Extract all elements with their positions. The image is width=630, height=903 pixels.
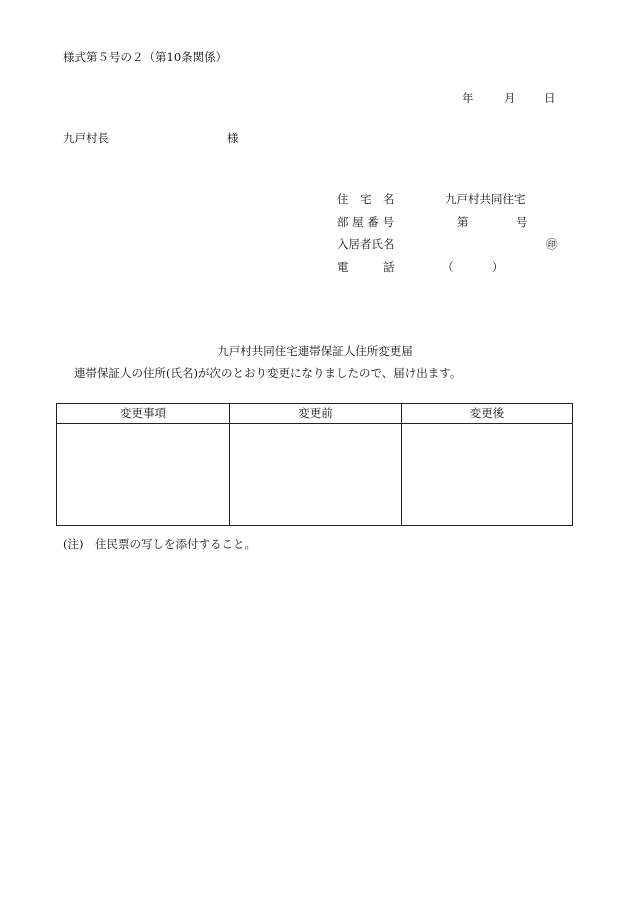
form-id: 様式第５号の２（第10条関係） xyxy=(63,50,228,64)
date-year: 年 xyxy=(462,91,474,105)
room-prefix: 第 xyxy=(457,215,469,229)
room-suffix: 号 xyxy=(516,215,528,229)
room-label: 部 屋 番 号 xyxy=(337,215,394,229)
housing-value: 九戸村共同住宅 xyxy=(445,192,526,206)
addressee-honorific: 様 xyxy=(227,131,239,145)
addressee-name: 九戸村長 xyxy=(63,131,109,145)
date-day: 日 xyxy=(544,91,556,105)
cell-after[interactable] xyxy=(402,424,572,525)
note-text: (注) 住民票の写しを添付すること。 xyxy=(63,537,256,551)
phone-close-paren: ） xyxy=(492,260,504,274)
header-before: 変更前 xyxy=(298,406,333,420)
resident-label: 入居者氏名 xyxy=(337,237,395,251)
header-change-item: 変更事項 xyxy=(120,406,166,420)
document-title: 九戸村共同住宅連帯保証人住所変更届 xyxy=(217,344,413,358)
date-month: 月 xyxy=(504,91,516,105)
cell-before[interactable] xyxy=(230,424,401,525)
cell-change-item[interactable] xyxy=(57,424,229,525)
seal-mark: ㊞ xyxy=(546,237,558,251)
header-after: 変更後 xyxy=(469,406,505,420)
phone-open-paren: （ xyxy=(442,260,454,274)
change-table xyxy=(56,403,573,526)
statement-text: 連帯保証人の住所(氏名)が次のとおり変更になりましたので、届け出ます。 xyxy=(74,366,462,380)
housing-label: 住 宅 名 xyxy=(337,192,395,206)
phone-label: 電 話 xyxy=(337,260,395,274)
date-line xyxy=(0,93,630,107)
